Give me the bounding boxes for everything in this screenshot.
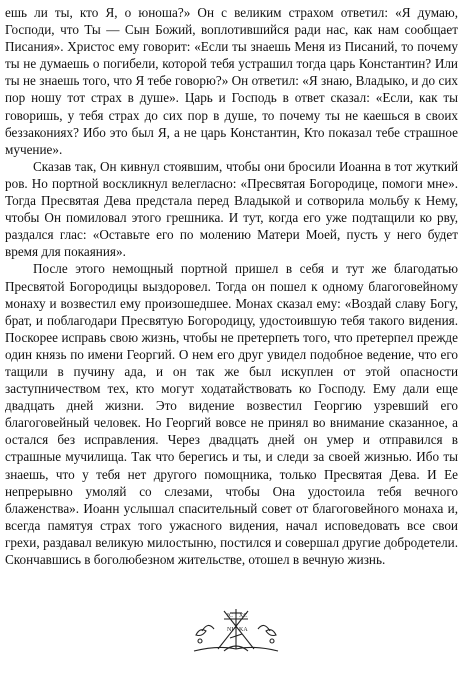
paragraph-3: После этого немощный портной пришел в себя и тут же благодатью Пресвятой Богородицы выздоровел. Тогда он пошел к одному благоговейному монаху и возвестил ему произошедшее. Монах сказал ему: «Воздай славу Богу, брат, и поблагодари Пресвятую Богородицу, удостоившую тебя такого видения. Поскорее исправь свою жизнь, чтобы не претерпеть того, что претерпел прежде один князь по имени Георгий. О нем его друг увидел подобное ведение, что его тащили в пучину ада, и он так же был искуплен от этой опасности заступничеством тех, кто могут ходатайствовать ко Господу. Ему дали еще двадцать дней жизни. Это видение возвестил Георгию узревший его благоговейный человек. Но Георгий вовсе не принял во внимание сказанное, а остался без исправления. Через двадцать дней он умер и отправился в страшные мучилища. Так что берегись и ты, и следи за своей жизнью. Ибо ты знаешь, что у тебя нет другого помощника, только Пресвятая Дева. И Ее непрерывно умоляй со слезами, чтобы Она удостоила тебя вечного блаженства». Иоанн услышал спасительный совет от благоговейного монаха и, всегда памятуя страх того ужасного видения, начал исповедовать все свои грехи, раздавал великую милостыню, постился и совершал другие добродетели. Скончавшись в боголюбезном жительстве, отошел в вечную жизнь. xyxy=(5,261,458,567)
cross-ornament-icon xyxy=(188,605,284,655)
paragraph-2: Сказав так, Он кивнул стоявшим, чтобы они бросили Иоанна в тот жуткий ров. Но портной воскликнул велегласно: «Пресвятая Богородице, помоги мне». Тогда Пресвятая Дева предстала перед Владыкой и сотворила мольбу к Нему, чтобы Он помиловал этого грешника. И тут, когда его уже подтащили ко рву, раздался глас: «Оставьте его по молению Матери Моей, пусть у него будет время для покаяния». xyxy=(5,158,458,260)
body-text xyxy=(5,4,458,568)
ornament-letter-ni: NI xyxy=(227,627,234,633)
paragraph-1: ешь ли ты, кто Я, о юноша?» Он с великим страхом ответил: «Я думаю, Господи, что Ты — Сын Божий, воплотившийся ради нас, как нам сообщает Писания». Христос ему говорит: «Если ты знаешь Меня из Писаний, то почему ты не думаешь о погибели, которой тебя устрашил тогда царь Константин? Или ты не знаешь того, что Я тебе говорю?» Он ответил: «Я знаю, Владыко, и до сих пор ношу тот страх в душе». Царь и Господь в ответ сказал: «Если, как ты говоришь, у тебя страх до сих пор в душе, то почему ты не каешься в своих беззакониях? Ибо это был Я, а не царь Константин, Кто показал тебе страшное мучение». xyxy=(5,5,458,157)
ornament-letter-ka: KA xyxy=(239,627,248,633)
ornament-letter-ic: IC xyxy=(227,613,233,619)
ornament-letter-xc: XC xyxy=(239,613,248,619)
